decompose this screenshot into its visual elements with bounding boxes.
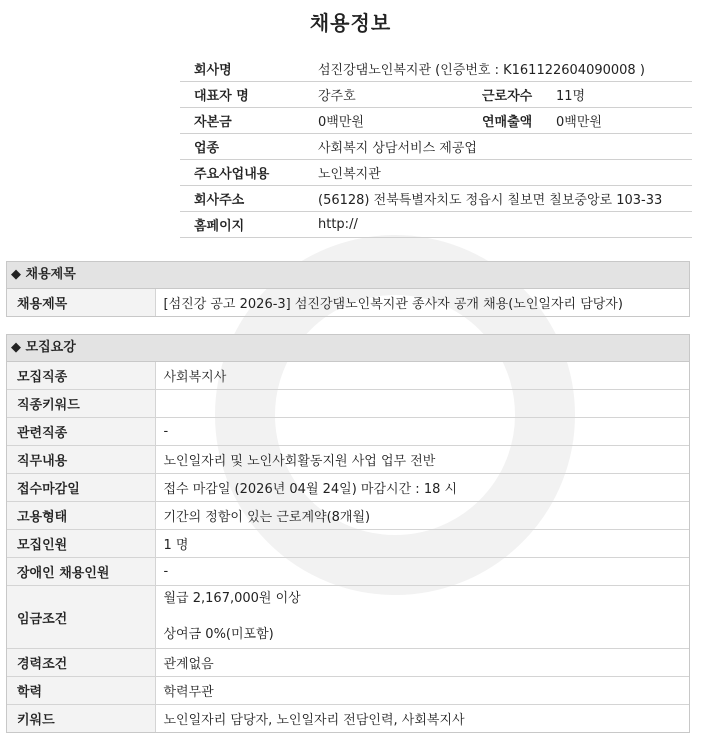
job-keyword-label: 직종키워드 — [7, 390, 155, 418]
table-row — [7, 474, 689, 502]
ceo-value: 강주호 — [304, 82, 468, 108]
table-row — [7, 390, 689, 418]
related-job-label: 관련직종 — [7, 418, 155, 446]
salary-monthly: 월급 2,167,000원 이상 — [163, 591, 301, 606]
headcount-label: 모집인원 — [7, 530, 155, 558]
related-job-value: - — [155, 418, 689, 446]
recruit-title-row — [7, 289, 689, 316]
company-name-value: 섬진강댐노인복지관 (인증번호 : K161122604090008 ) — [304, 56, 692, 82]
requirements-section — [6, 334, 690, 733]
requirements-table — [7, 362, 689, 732]
deadline-label: 접수마감일 — [7, 474, 155, 502]
table-row — [7, 418, 689, 446]
recruit-title-section — [6, 261, 690, 317]
ceo-label: 대표자 명 — [180, 82, 304, 108]
table-row — [7, 649, 689, 677]
career-label: 경력조건 — [7, 649, 155, 677]
disabled-hire-value: - — [155, 558, 689, 586]
recruit-title-value: [섬진강 공고 2026-3] 섬진강댐노인복지관 종사자 공개 채용(노인일자리 담당자) — [163, 297, 623, 312]
requirements-header: ◆ 모집요강 — [7, 335, 689, 362]
headcount-value: 1 명 — [155, 530, 689, 558]
company-row-name — [180, 56, 692, 82]
sales-label: 연매출액 — [468, 108, 542, 134]
company-name-label: 회사명 — [180, 56, 304, 82]
business-value: 노인복지관 — [304, 160, 692, 186]
table-row — [7, 558, 689, 586]
job-category-value: 사회복지사 — [163, 370, 227, 385]
deadline-value: 접수 마감일 (2026년 04월 24일) 마감시간 : 18 시 — [155, 474, 689, 502]
industry-label: 업종 — [180, 134, 304, 160]
company-row-business — [180, 160, 692, 186]
homepage-label: 홈페이지 — [180, 212, 304, 238]
job-duty-label: 직무내용 — [7, 446, 155, 474]
salary-bonus: 상여금 0%(미포함) — [163, 627, 274, 642]
table-row — [7, 502, 689, 530]
recruit-title-header: ◆ 채용제목 — [7, 262, 689, 289]
employees-label: 근로자수 — [468, 82, 542, 108]
company-row-industry — [180, 134, 692, 160]
disabled-hire-label: 장애인 채용인원 — [7, 558, 155, 586]
company-row-homepage — [180, 212, 692, 238]
address-label: 회사주소 — [180, 186, 304, 212]
education-label: 학력 — [7, 677, 155, 705]
table-row — [7, 446, 689, 474]
industry-value: 사회복지 상담서비스 제공업 — [304, 134, 692, 160]
job-duty-value: 노인일자리 및 노인사회활동지원 사업 업무 전반 — [155, 446, 689, 474]
capital-label: 자본금 — [180, 108, 304, 134]
education-value: 학력무관 — [155, 677, 689, 705]
address-value: (56128) 전북특별자치도 정읍시 칠보면 칠보중앙로 103-33 — [304, 186, 692, 212]
recruit-title-label: 채용제목 — [7, 289, 155, 316]
sales-value: 0백만원 — [542, 108, 692, 134]
job-keyword-value — [155, 390, 689, 418]
table-row — [7, 586, 689, 649]
recruit-title-table — [7, 289, 689, 316]
homepage-link[interactable]: http:// — [304, 212, 692, 238]
business-label: 주요사업내용 — [180, 160, 304, 186]
salary-label: 임금조건 — [7, 586, 155, 649]
table-row — [7, 362, 689, 390]
keyword-value: 노인일자리 담당자, 노인일자리 전담인력, 사회복지사 — [155, 705, 689, 733]
table-row — [7, 677, 689, 705]
employment-type-value: 기간의 정함이 있는 근로계약(8개월) — [155, 502, 689, 530]
table-row — [7, 530, 689, 558]
employment-type-label: 고용형태 — [7, 502, 155, 530]
employees-value: 11명 — [542, 82, 692, 108]
company-row-address — [180, 186, 692, 212]
salary-value — [155, 586, 689, 649]
job-category-label: 모집직종 — [7, 362, 155, 390]
page-title: 채용정보 — [309, 11, 392, 35]
keyword-label: 키워드 — [7, 705, 155, 733]
company-row-ceo — [180, 82, 692, 108]
capital-value: 0백만원 — [304, 108, 468, 134]
company-info-table — [180, 56, 692, 238]
career-value: 관계없음 — [155, 649, 689, 677]
company-row-capital — [180, 108, 692, 134]
table-row — [7, 705, 689, 733]
